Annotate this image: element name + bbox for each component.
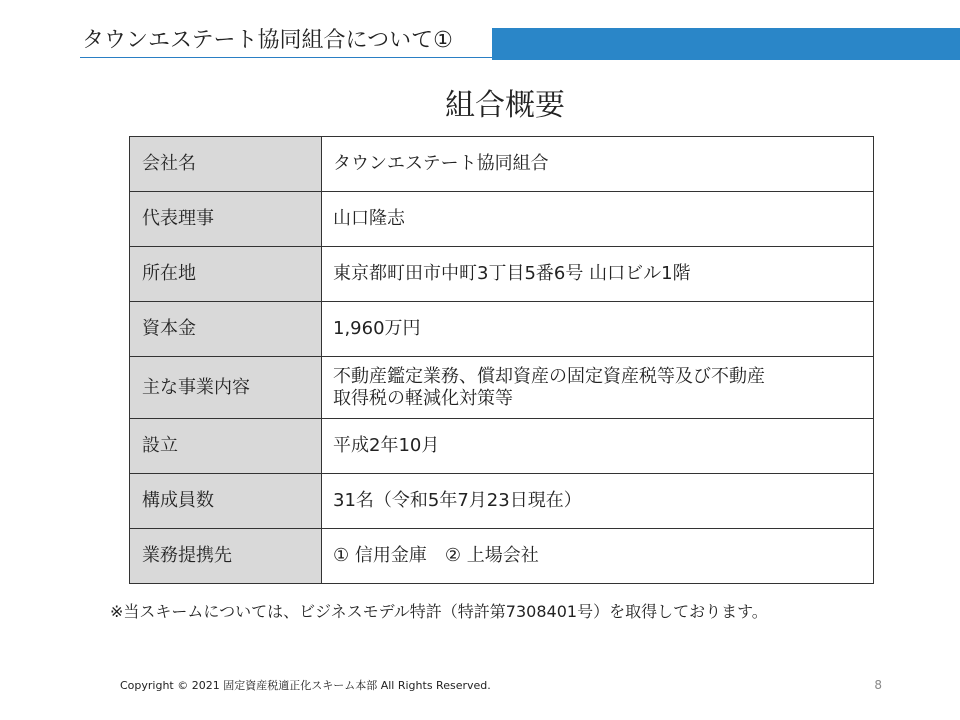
table-row	[130, 302, 874, 357]
table-row	[130, 474, 874, 529]
row-value-business	[322, 357, 874, 419]
row-label-established: 設立	[130, 419, 322, 474]
row-value-partners: ① 信用金庫 ② 上場会社	[322, 529, 874, 584]
table-row	[130, 419, 874, 474]
row-label-partners: 業務提携先	[130, 529, 322, 584]
row-value-address: 東京都町田市中町3丁目5番6号 山口ビル1階	[322, 247, 874, 302]
row-label-business: 主な事業内容	[130, 357, 322, 419]
page-number: 8	[874, 678, 882, 692]
row-label-address: 所在地	[130, 247, 322, 302]
main-title: 組合概要	[445, 88, 565, 123]
header-accent-bar	[492, 28, 960, 60]
patent-note: ※当スキームについては、ビジネスモデル特許（特許第7308401号）を取得しております。	[110, 602, 768, 621]
table-row	[130, 137, 874, 192]
header-underline	[80, 57, 492, 58]
row-label-members: 構成員数	[130, 474, 322, 529]
overview-table	[129, 136, 874, 584]
row-label-representative: 代表理事	[130, 192, 322, 247]
table-row	[130, 247, 874, 302]
row-value-capital: 1,960万円	[322, 302, 874, 357]
row-value-members: 31名（令和5年7月23日現在）	[322, 474, 874, 529]
row-value-established: 平成2年10月	[322, 419, 874, 474]
row-label-company-name: 会社名	[130, 137, 322, 192]
copyright: Copyright © 2021 固定資産税適正化スキーム本部 All Rights Reserved.	[120, 679, 491, 692]
header-title: タウンエステート協同組合について①	[82, 28, 453, 53]
table-row	[130, 357, 874, 419]
business-line-2: 取得税の軽減化対策等	[333, 387, 513, 409]
row-value-company-name: タウンエステート協同組合	[322, 137, 874, 192]
row-label-capital: 資本金	[130, 302, 322, 357]
business-line-1: 不動産鑑定業務、償却資産の固定資産税等及び不動産	[333, 365, 765, 387]
table-row	[130, 192, 874, 247]
row-value-representative: 山口隆志	[322, 192, 874, 247]
table-row	[130, 529, 874, 584]
